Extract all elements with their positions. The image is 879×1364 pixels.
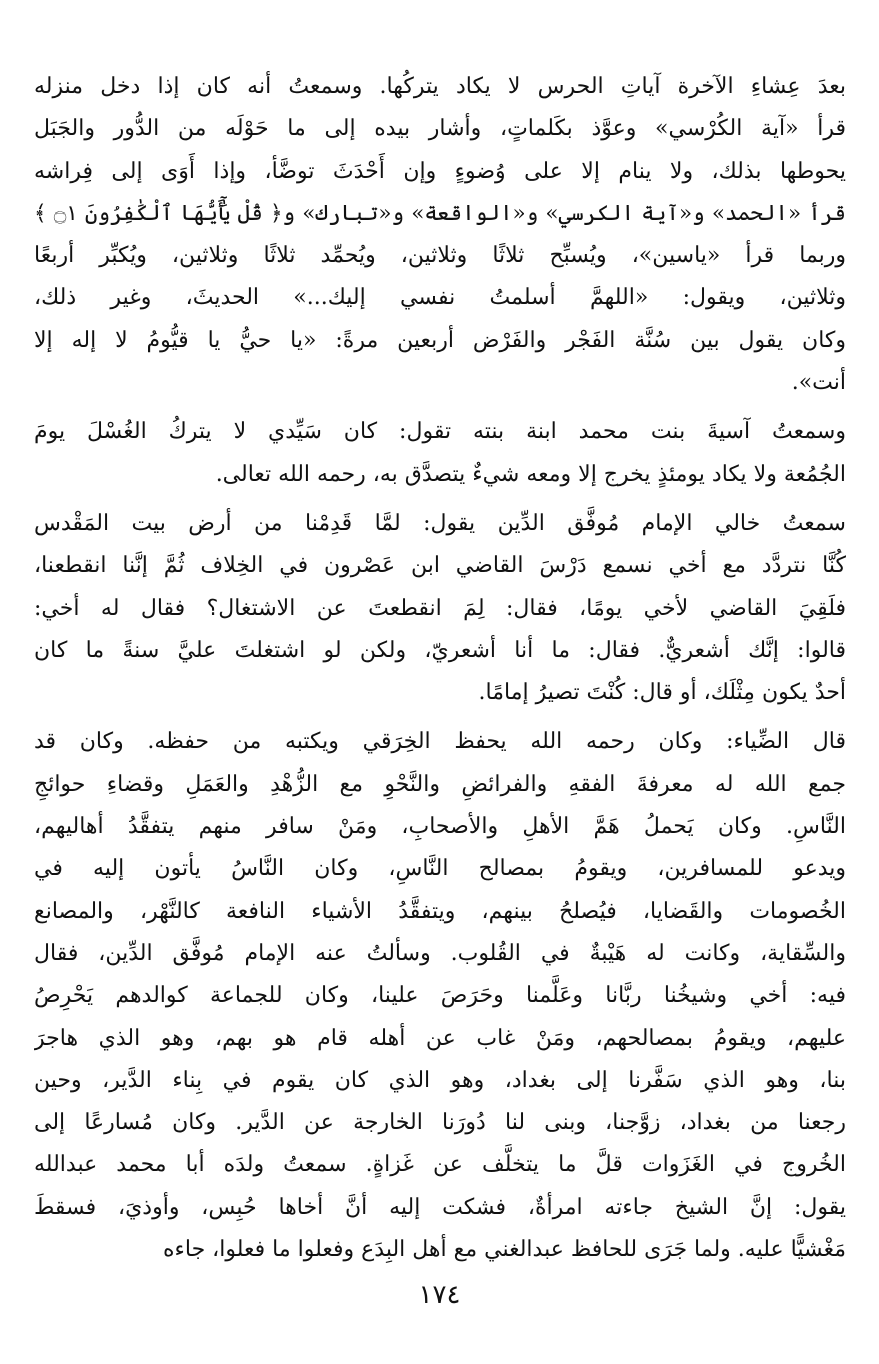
text-line: أحدٌ يكون مِثْلَك، أو قال: كُنْتَ تصيرُ إمامًا.	[478, 680, 846, 706]
text-line: بعدَ عِشاءِ الآخرة آياتِ الحرس لا يكاد يتركُها. وسمعتُ أنه كان إذا دخل منزله	[34, 74, 846, 99]
paragraph	[34, 66, 846, 404]
text-line: يحوطها بذلك، ولا ينام إلا على وُضوءٍ وإن أَحْدَثَ توضَّأ، وإذا أَوَى إلى فِراشه	[34, 158, 846, 184]
text-line: والسِّقاية، وكانت له هَيْبةٌ في القُلوب. وسألتُ عنه الإمام مُوفَّق الدِّين، فقال	[34, 940, 846, 966]
page-number: ١٧٤	[418, 1280, 461, 1310]
text-line: يقول: إنَّ الشيخ جاءته امرأةٌ، فشكت إليه أنَّ أخاها حُبِس، وأوذيَ، فسقطَ	[34, 1194, 846, 1220]
text-line: وكان يقول بين سُنَّة الفَجْر والفَرْض أربعين مرةً: «يا حيُّ يا قيُّومُ لا إله إلا	[34, 327, 846, 353]
text-line: الخُصومات والقَضايا، فيُصلحُ بينهم، ويتفقَّدُ الأشياء النافعة كالنَّهْر، والمصانع	[34, 898, 846, 924]
text-line: رجعنا من بغداد، زوَّجنا، وبنى لنا دُورَنا الخارجة عن الدَّير. وكان مُسارعًا إلى	[34, 1110, 846, 1136]
text-line: الجُمُعة ولا يكاد يومئذٍ يخرج إلا ومعه شيءٌ يتصدَّق به، رحمه الله تعالى.	[215, 461, 846, 487]
page-body	[34, 66, 846, 1271]
text-line: قال الضِّياء: وكان رحمه الله يحفظ الخِرَقي ويكتبه من حفظه. وكان قد	[34, 729, 846, 755]
text-line: الخُروج في الغَزَوات قلَّ ما يتخلَّف عن غَزاةٍ. سمعتُ ولدَه أبا محمد عبدالله	[34, 1152, 846, 1178]
text-line: فلَقِيَ القاضي لأخي يومًا، فقال: لِمَ انقطعتَ عن الاشتغال؟ فقال له أخي:	[34, 595, 846, 621]
text-line: قرأ «آية الكُرْسي» وعوَّذ بكَلماتٍ، وأشار بيده إلى ما حَوْلَه من الدُّور والجَبَل	[34, 116, 846, 142]
text-line: عليهم، ويقومُ بمصالحهم، ومَنْ غاب عن أهله قام هو بهم، وهو الذي هاجرَ	[34, 1025, 846, 1051]
paragraph	[34, 411, 846, 496]
text-line: قالوا: إنَّك أشعريٌّ. فقال: ما أنا أشعريّ، ولكن لو اشتغلتَ عليَّ سنةً ما كان	[34, 637, 846, 663]
text-line: ويدعو للمسافرين، ويقومُ بمصالح النَّاسِ، وكان النَّاسُ يأتون إليه في	[34, 856, 846, 882]
text-line: وثلاثين، ويقول: «اللهمَّ أسلمتُ نفسي إليك...» الحديثَ، وغير ذلك،	[34, 285, 846, 311]
text-line: وسمعتُ آسيةَ بنت محمد ابنة بنته تقول: كان سَيِّدي لا يتركُ الغُسْلَ يومَ	[34, 419, 846, 445]
paragraph	[34, 503, 846, 714]
text-line: كُنَّا نتردَّد مع أخي نسمع دَرْسَ القاضي ابن عَصْرون في الخِلاف ثُمَّ إنَّنا انقطعنا،	[34, 553, 846, 579]
text-line: فيه: أخي وشيخُنا ربَّانا وعَلَّمنا وحَرَصَ علينا، وكان للجماعة كوالدهم يَحْرِصُ	[34, 983, 846, 1009]
text-line: قرأ «الحمد» و«آية الكرسي» و«الواقعة» و«تبارك» و﴿ قُلْ يَٰٓأَيُّهَا ٱلْكَٰفِرُونَ ۝١ ﴾	[34, 200, 846, 226]
text-line: النَّاسِ. وكان يَحملُ هَمَّ الأهلِ والأصحابِ، ومَنْ سافر منهم يتفقَّدُ أهاليهم،	[34, 814, 846, 840]
text-line: مَغْشيًّا عليه. ولما جَرَى للحافظ عبدالغني مع أهل البِدَع وفعلوا ما فعلوا، جاءه	[163, 1237, 846, 1263]
text-line: جمع الله له معرفةَ الفقهِ والفرائضِ والنَّحْوِ مع الزُّهْدِ والعَمَلِ وقضاءِ حوائجِ	[34, 771, 846, 797]
text-line: أنت».	[791, 370, 846, 396]
paragraph	[34, 721, 846, 1271]
text-line: بنا، وهو الذي سَفَّرنا إلى بغداد، وهو الذي كان يقوم في بِناء الدَّير، وحين	[34, 1067, 846, 1093]
text-line: وربما قرأ «ياسين»، ويُسبِّح ثلاثًا وثلاثين، ويُحمِّد ثلاثًا وثلاثين، ويُكبِّر أربعًا	[34, 243, 846, 269]
text-line: سمعتُ خالي الإمام مُوفَّق الدِّين يقول: لمَّا قَدِمْنا من أرض بيت المَقْدس	[34, 510, 846, 536]
